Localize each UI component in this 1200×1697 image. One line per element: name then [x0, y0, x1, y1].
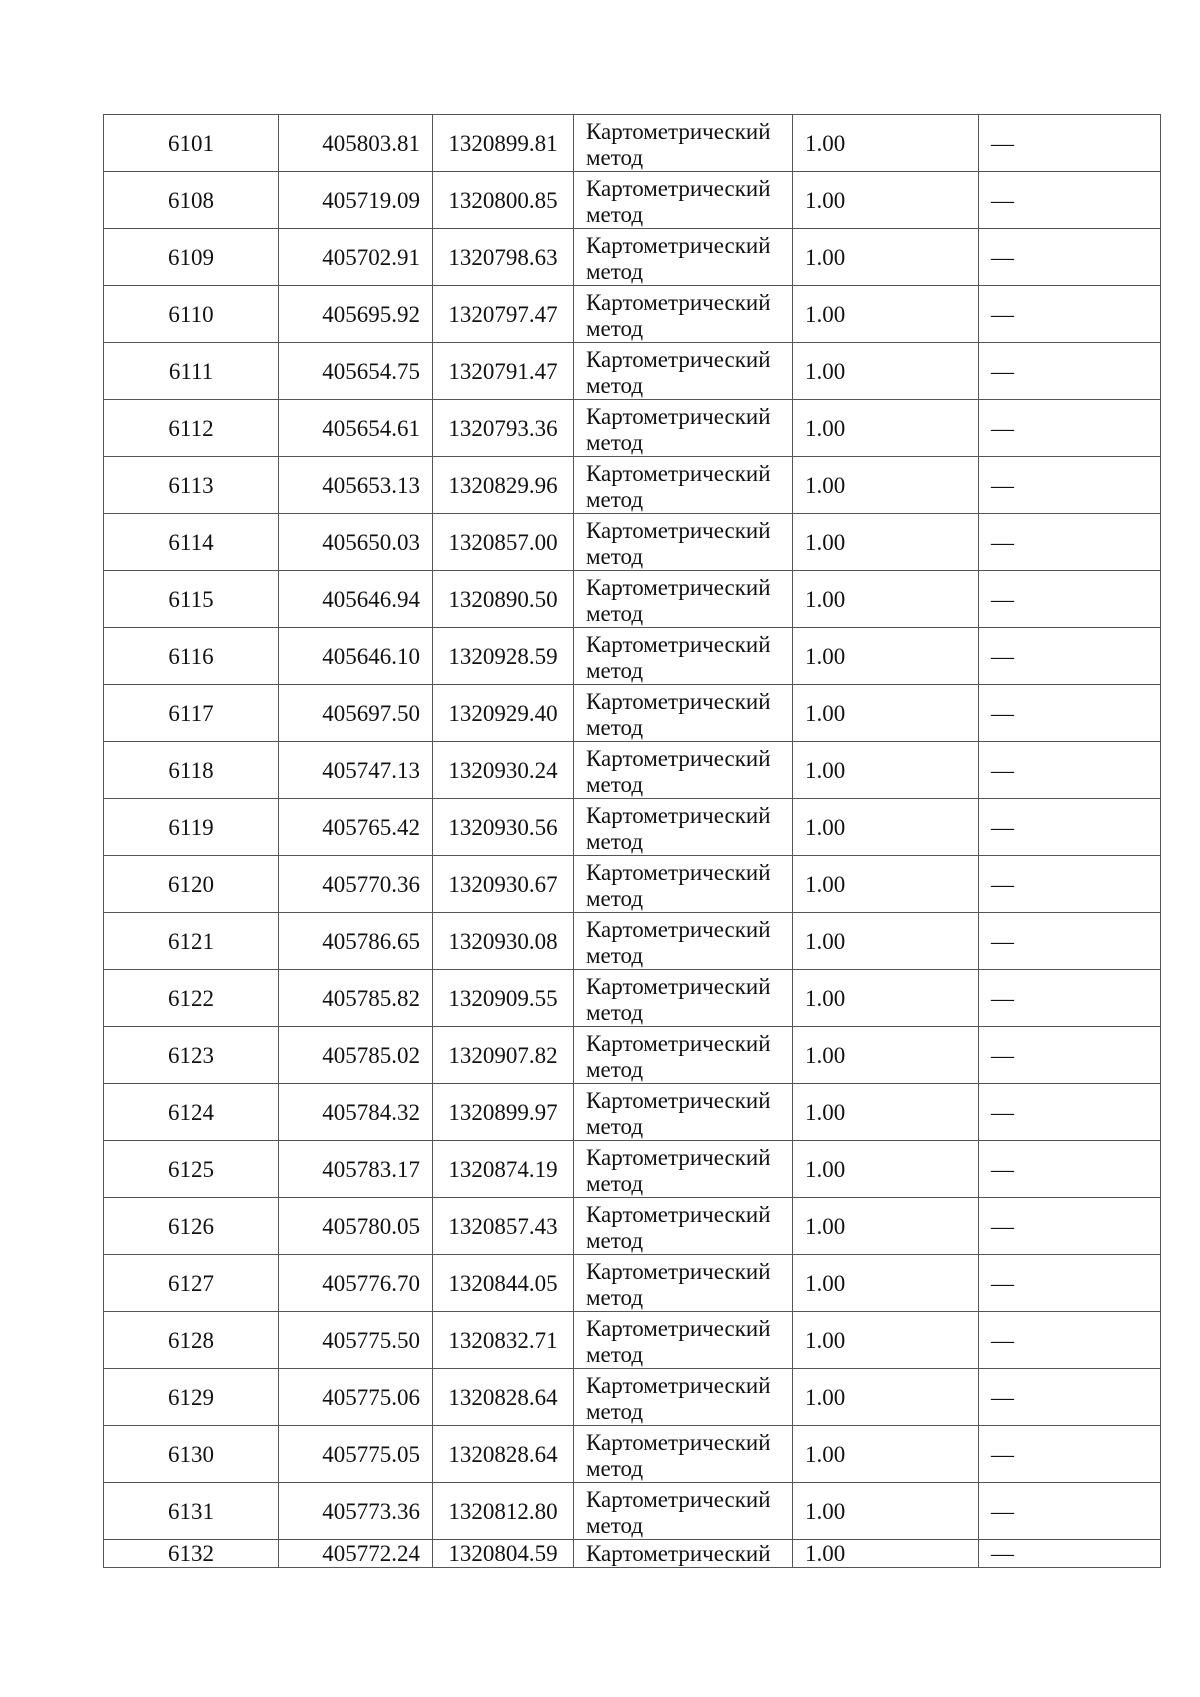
accuracy-cell: 1.00 [793, 172, 979, 229]
y-coordinate-cell: 1320857.43 [433, 1198, 574, 1255]
method-text: Картометрический [586, 1541, 771, 1566]
x-coordinate-cell: 405780.05 [279, 1198, 433, 1255]
method-text-line2: метод [586, 1285, 644, 1310]
method-cell [574, 1312, 793, 1369]
description-cell: — [979, 1540, 1161, 1568]
description-cell: — [979, 970, 1161, 1027]
x-coordinate-cell: 405646.94 [279, 571, 433, 628]
description-cell: — [979, 1483, 1161, 1540]
accuracy-cell: 1.00 [793, 400, 979, 457]
method-cell [574, 1540, 793, 1568]
method-text-line2: метод [586, 1228, 644, 1253]
y-coordinate-cell: 1320828.64 [433, 1426, 574, 1483]
method-cell [574, 913, 793, 970]
method-text: Картометрический [586, 404, 771, 429]
point-number-cell: 6112 [104, 400, 279, 457]
method-cell [574, 1027, 793, 1084]
point-number-cell: 6122 [104, 970, 279, 1027]
table-row [104, 1426, 1161, 1483]
point-number-cell: 6128 [104, 1312, 279, 1369]
x-coordinate-cell: 405773.36 [279, 1483, 433, 1540]
point-number-cell: 6126 [104, 1198, 279, 1255]
x-coordinate-cell: 405654.61 [279, 400, 433, 457]
x-coordinate-cell: 405786.65 [279, 913, 433, 970]
x-coordinate-cell: 405775.06 [279, 1369, 433, 1426]
y-coordinate-cell: 1320857.00 [433, 514, 574, 571]
x-coordinate-cell: 405775.05 [279, 1426, 433, 1483]
point-number-cell: 6111 [104, 343, 279, 400]
accuracy-cell: 1.00 [793, 913, 979, 970]
point-number-cell: 6117 [104, 685, 279, 742]
x-coordinate-cell: 405785.82 [279, 970, 433, 1027]
method-text: Картометрический [586, 1316, 771, 1341]
accuracy-cell: 1.00 [793, 286, 979, 343]
method-text-line2: метод [586, 943, 644, 968]
method-cell [574, 514, 793, 571]
method-text-line2: метод [586, 1171, 644, 1196]
y-coordinate-cell: 1320907.82 [433, 1027, 574, 1084]
table-row [104, 1483, 1161, 1540]
description-cell: — [979, 1027, 1161, 1084]
x-coordinate-cell: 405695.92 [279, 286, 433, 343]
point-number-cell: 6125 [104, 1141, 279, 1198]
table-row [104, 628, 1161, 685]
method-text: Картометрический [586, 575, 771, 600]
method-cell [574, 1255, 793, 1312]
method-text: Картометрический [586, 1145, 771, 1170]
accuracy-cell: 1.00 [793, 343, 979, 400]
coordinates-table [103, 114, 1161, 1568]
point-number-cell: 6132 [104, 1540, 279, 1568]
method-text: Картометрический [586, 1373, 771, 1398]
point-number-cell: 6118 [104, 742, 279, 799]
y-coordinate-cell: 1320930.56 [433, 799, 574, 856]
point-number-cell: 6131 [104, 1483, 279, 1540]
accuracy-cell: 1.00 [793, 1369, 979, 1426]
point-number-cell: 6119 [104, 799, 279, 856]
point-number-cell: 6110 [104, 286, 279, 343]
point-number-cell: 6114 [104, 514, 279, 571]
y-coordinate-cell: 1320798.63 [433, 229, 574, 286]
method-cell [574, 343, 793, 400]
x-coordinate-cell: 405803.81 [279, 115, 433, 172]
table-row [104, 1369, 1161, 1426]
point-number-cell: 6130 [104, 1426, 279, 1483]
method-cell [574, 685, 793, 742]
y-coordinate-cell: 1320791.47 [433, 343, 574, 400]
method-text-line2: метод [586, 601, 644, 626]
method-text: Картометрический [586, 461, 771, 486]
point-number-cell: 6109 [104, 229, 279, 286]
x-coordinate-cell: 405719.09 [279, 172, 433, 229]
method-text: Картометрический [586, 1088, 771, 1113]
point-number-cell: 6108 [104, 172, 279, 229]
table-body [104, 115, 1161, 1568]
description-cell: — [979, 286, 1161, 343]
method-text: Картометрический [586, 1259, 771, 1284]
description-cell: — [979, 856, 1161, 913]
table-row [104, 343, 1161, 400]
table-row [104, 913, 1161, 970]
y-coordinate-cell: 1320804.59 [433, 1540, 574, 1568]
point-number-cell: 6127 [104, 1255, 279, 1312]
point-number-cell: 6120 [104, 856, 279, 913]
point-number-cell: 6101 [104, 115, 279, 172]
description-cell: — [979, 343, 1161, 400]
method-text: Картометрический [586, 746, 771, 771]
y-coordinate-cell: 1320800.85 [433, 172, 574, 229]
description-cell: — [979, 685, 1161, 742]
accuracy-cell: 1.00 [793, 628, 979, 685]
y-coordinate-cell: 1320793.36 [433, 400, 574, 457]
x-coordinate-cell: 405650.03 [279, 514, 433, 571]
method-text-line2: метод [586, 1513, 644, 1538]
table-row [104, 1198, 1161, 1255]
accuracy-cell: 1.00 [793, 229, 979, 286]
method-text-line2: метод [586, 544, 644, 569]
method-text-line2: метод [586, 1342, 644, 1367]
accuracy-cell: 1.00 [793, 571, 979, 628]
x-coordinate-cell: 405702.91 [279, 229, 433, 286]
method-text-line2: метод [586, 1000, 644, 1025]
table-row [104, 400, 1161, 457]
x-coordinate-cell: 405776.70 [279, 1255, 433, 1312]
table-row [104, 1084, 1161, 1141]
method-text-line2: метод [586, 658, 644, 683]
accuracy-cell: 1.00 [793, 115, 979, 172]
description-cell: — [979, 1255, 1161, 1312]
accuracy-cell: 1.00 [793, 856, 979, 913]
y-coordinate-cell: 1320828.64 [433, 1369, 574, 1426]
description-cell: — [979, 742, 1161, 799]
accuracy-cell: 1.00 [793, 742, 979, 799]
description-cell: — [979, 799, 1161, 856]
method-text-line2: метод [586, 715, 644, 740]
method-cell [574, 1483, 793, 1540]
accuracy-cell: 1.00 [793, 514, 979, 571]
table-row [104, 1027, 1161, 1084]
method-text-line2: метод [586, 829, 644, 854]
method-text: Картометрический [586, 1430, 771, 1455]
description-cell: — [979, 457, 1161, 514]
method-cell [574, 172, 793, 229]
method-text-line2: метод [586, 430, 644, 455]
description-cell: — [979, 1369, 1161, 1426]
method-text: Картометрический [586, 917, 771, 942]
y-coordinate-cell: 1320929.40 [433, 685, 574, 742]
table-row [104, 799, 1161, 856]
table-row [104, 856, 1161, 913]
method-text: Картометрический [586, 1031, 771, 1056]
method-text: Картометрический [586, 290, 771, 315]
method-cell [574, 742, 793, 799]
description-cell: — [979, 400, 1161, 457]
table-row [104, 571, 1161, 628]
accuracy-cell: 1.00 [793, 970, 979, 1027]
table-row [104, 1255, 1161, 1312]
y-coordinate-cell: 1320844.05 [433, 1255, 574, 1312]
table-row [104, 115, 1161, 172]
point-number-cell: 6123 [104, 1027, 279, 1084]
description-cell: — [979, 1312, 1161, 1369]
y-coordinate-cell: 1320930.08 [433, 913, 574, 970]
x-coordinate-cell: 405646.10 [279, 628, 433, 685]
method-text-line2: метод [586, 487, 644, 512]
accuracy-cell: 1.00 [793, 1540, 979, 1568]
description-cell: — [979, 1141, 1161, 1198]
y-coordinate-cell: 1320829.96 [433, 457, 574, 514]
method-cell [574, 799, 793, 856]
table-row [104, 457, 1161, 514]
method-text-line2: метод [586, 886, 644, 911]
x-coordinate-cell: 405765.42 [279, 799, 433, 856]
method-cell [574, 970, 793, 1027]
description-cell: — [979, 913, 1161, 970]
table-row [104, 1312, 1161, 1369]
method-text-line2: метод [586, 202, 644, 227]
accuracy-cell: 1.00 [793, 457, 979, 514]
table-row [104, 286, 1161, 343]
x-coordinate-cell: 405772.24 [279, 1540, 433, 1568]
accuracy-cell: 1.00 [793, 685, 979, 742]
table-row [104, 742, 1161, 799]
method-text-line2: метод [586, 772, 644, 797]
x-coordinate-cell: 405785.02 [279, 1027, 433, 1084]
accuracy-cell: 1.00 [793, 1084, 979, 1141]
x-coordinate-cell: 405654.75 [279, 343, 433, 400]
accuracy-cell: 1.00 [793, 1312, 979, 1369]
accuracy-cell: 1.00 [793, 1255, 979, 1312]
x-coordinate-cell: 405784.32 [279, 1084, 433, 1141]
method-text: Картометрический [586, 176, 771, 201]
description-cell: — [979, 115, 1161, 172]
point-number-cell: 6115 [104, 571, 279, 628]
method-text: Картометрический [586, 632, 771, 657]
table-row [104, 229, 1161, 286]
method-text-line2: метод [586, 145, 644, 170]
accuracy-cell: 1.00 [793, 1141, 979, 1198]
method-cell [574, 856, 793, 913]
method-cell [574, 286, 793, 343]
table-row [104, 514, 1161, 571]
point-number-cell: 6121 [104, 913, 279, 970]
description-cell: — [979, 1426, 1161, 1483]
method-text-line2: метод [586, 1114, 644, 1139]
y-coordinate-cell: 1320812.80 [433, 1483, 574, 1540]
description-cell: — [979, 514, 1161, 571]
method-text: Картометрический [586, 974, 771, 999]
method-cell [574, 1084, 793, 1141]
method-cell [574, 229, 793, 286]
description-cell: — [979, 628, 1161, 685]
accuracy-cell: 1.00 [793, 1483, 979, 1540]
accuracy-cell: 1.00 [793, 799, 979, 856]
table-row [104, 172, 1161, 229]
method-text: Картометрический [586, 233, 771, 258]
point-number-cell: 6124 [104, 1084, 279, 1141]
y-coordinate-cell: 1320832.71 [433, 1312, 574, 1369]
method-text: Картометрический [586, 347, 771, 372]
y-coordinate-cell: 1320874.19 [433, 1141, 574, 1198]
method-cell [574, 1141, 793, 1198]
method-text-line2: метод [586, 259, 644, 284]
x-coordinate-cell: 405653.13 [279, 457, 433, 514]
method-text-line2: метод [586, 1456, 644, 1481]
x-coordinate-cell: 405747.13 [279, 742, 433, 799]
table-row [104, 970, 1161, 1027]
table-row [104, 685, 1161, 742]
description-cell: — [979, 571, 1161, 628]
method-cell [574, 571, 793, 628]
method-text: Картометрический [586, 1487, 771, 1512]
method-text: Картометрический [586, 860, 771, 885]
accuracy-cell: 1.00 [793, 1426, 979, 1483]
description-cell: — [979, 1084, 1161, 1141]
y-coordinate-cell: 1320909.55 [433, 970, 574, 1027]
x-coordinate-cell: 405697.50 [279, 685, 433, 742]
point-number-cell: 6113 [104, 457, 279, 514]
method-text-line2: метод [586, 373, 644, 398]
method-text: Картометрический [586, 1202, 771, 1227]
method-cell [574, 1426, 793, 1483]
method-cell [574, 400, 793, 457]
table-row [104, 1540, 1161, 1568]
method-text: Картометрический [586, 119, 771, 144]
description-cell: — [979, 229, 1161, 286]
method-cell [574, 457, 793, 514]
y-coordinate-cell: 1320890.50 [433, 571, 574, 628]
x-coordinate-cell: 405770.36 [279, 856, 433, 913]
x-coordinate-cell: 405783.17 [279, 1141, 433, 1198]
y-coordinate-cell: 1320928.59 [433, 628, 574, 685]
point-number-cell: 6116 [104, 628, 279, 685]
method-text: Картометрический [586, 689, 771, 714]
accuracy-cell: 1.00 [793, 1027, 979, 1084]
method-cell [574, 628, 793, 685]
description-cell: — [979, 172, 1161, 229]
y-coordinate-cell: 1320930.67 [433, 856, 574, 913]
description-cell: — [979, 1198, 1161, 1255]
method-text-line2: метод [586, 316, 644, 341]
y-coordinate-cell: 1320797.47 [433, 286, 574, 343]
accuracy-cell: 1.00 [793, 1198, 979, 1255]
method-text: Картометрический [586, 803, 771, 828]
x-coordinate-cell: 405775.50 [279, 1312, 433, 1369]
y-coordinate-cell: 1320899.81 [433, 115, 574, 172]
method-cell [574, 1198, 793, 1255]
method-text-line2: метод [586, 1399, 644, 1424]
y-coordinate-cell: 1320899.97 [433, 1084, 574, 1141]
table-row [104, 1141, 1161, 1198]
method-text: Картометрический [586, 518, 771, 543]
y-coordinate-cell: 1320930.24 [433, 742, 574, 799]
point-number-cell: 6129 [104, 1369, 279, 1426]
method-cell [574, 115, 793, 172]
method-cell [574, 1369, 793, 1426]
method-text-line2: метод [586, 1057, 644, 1082]
